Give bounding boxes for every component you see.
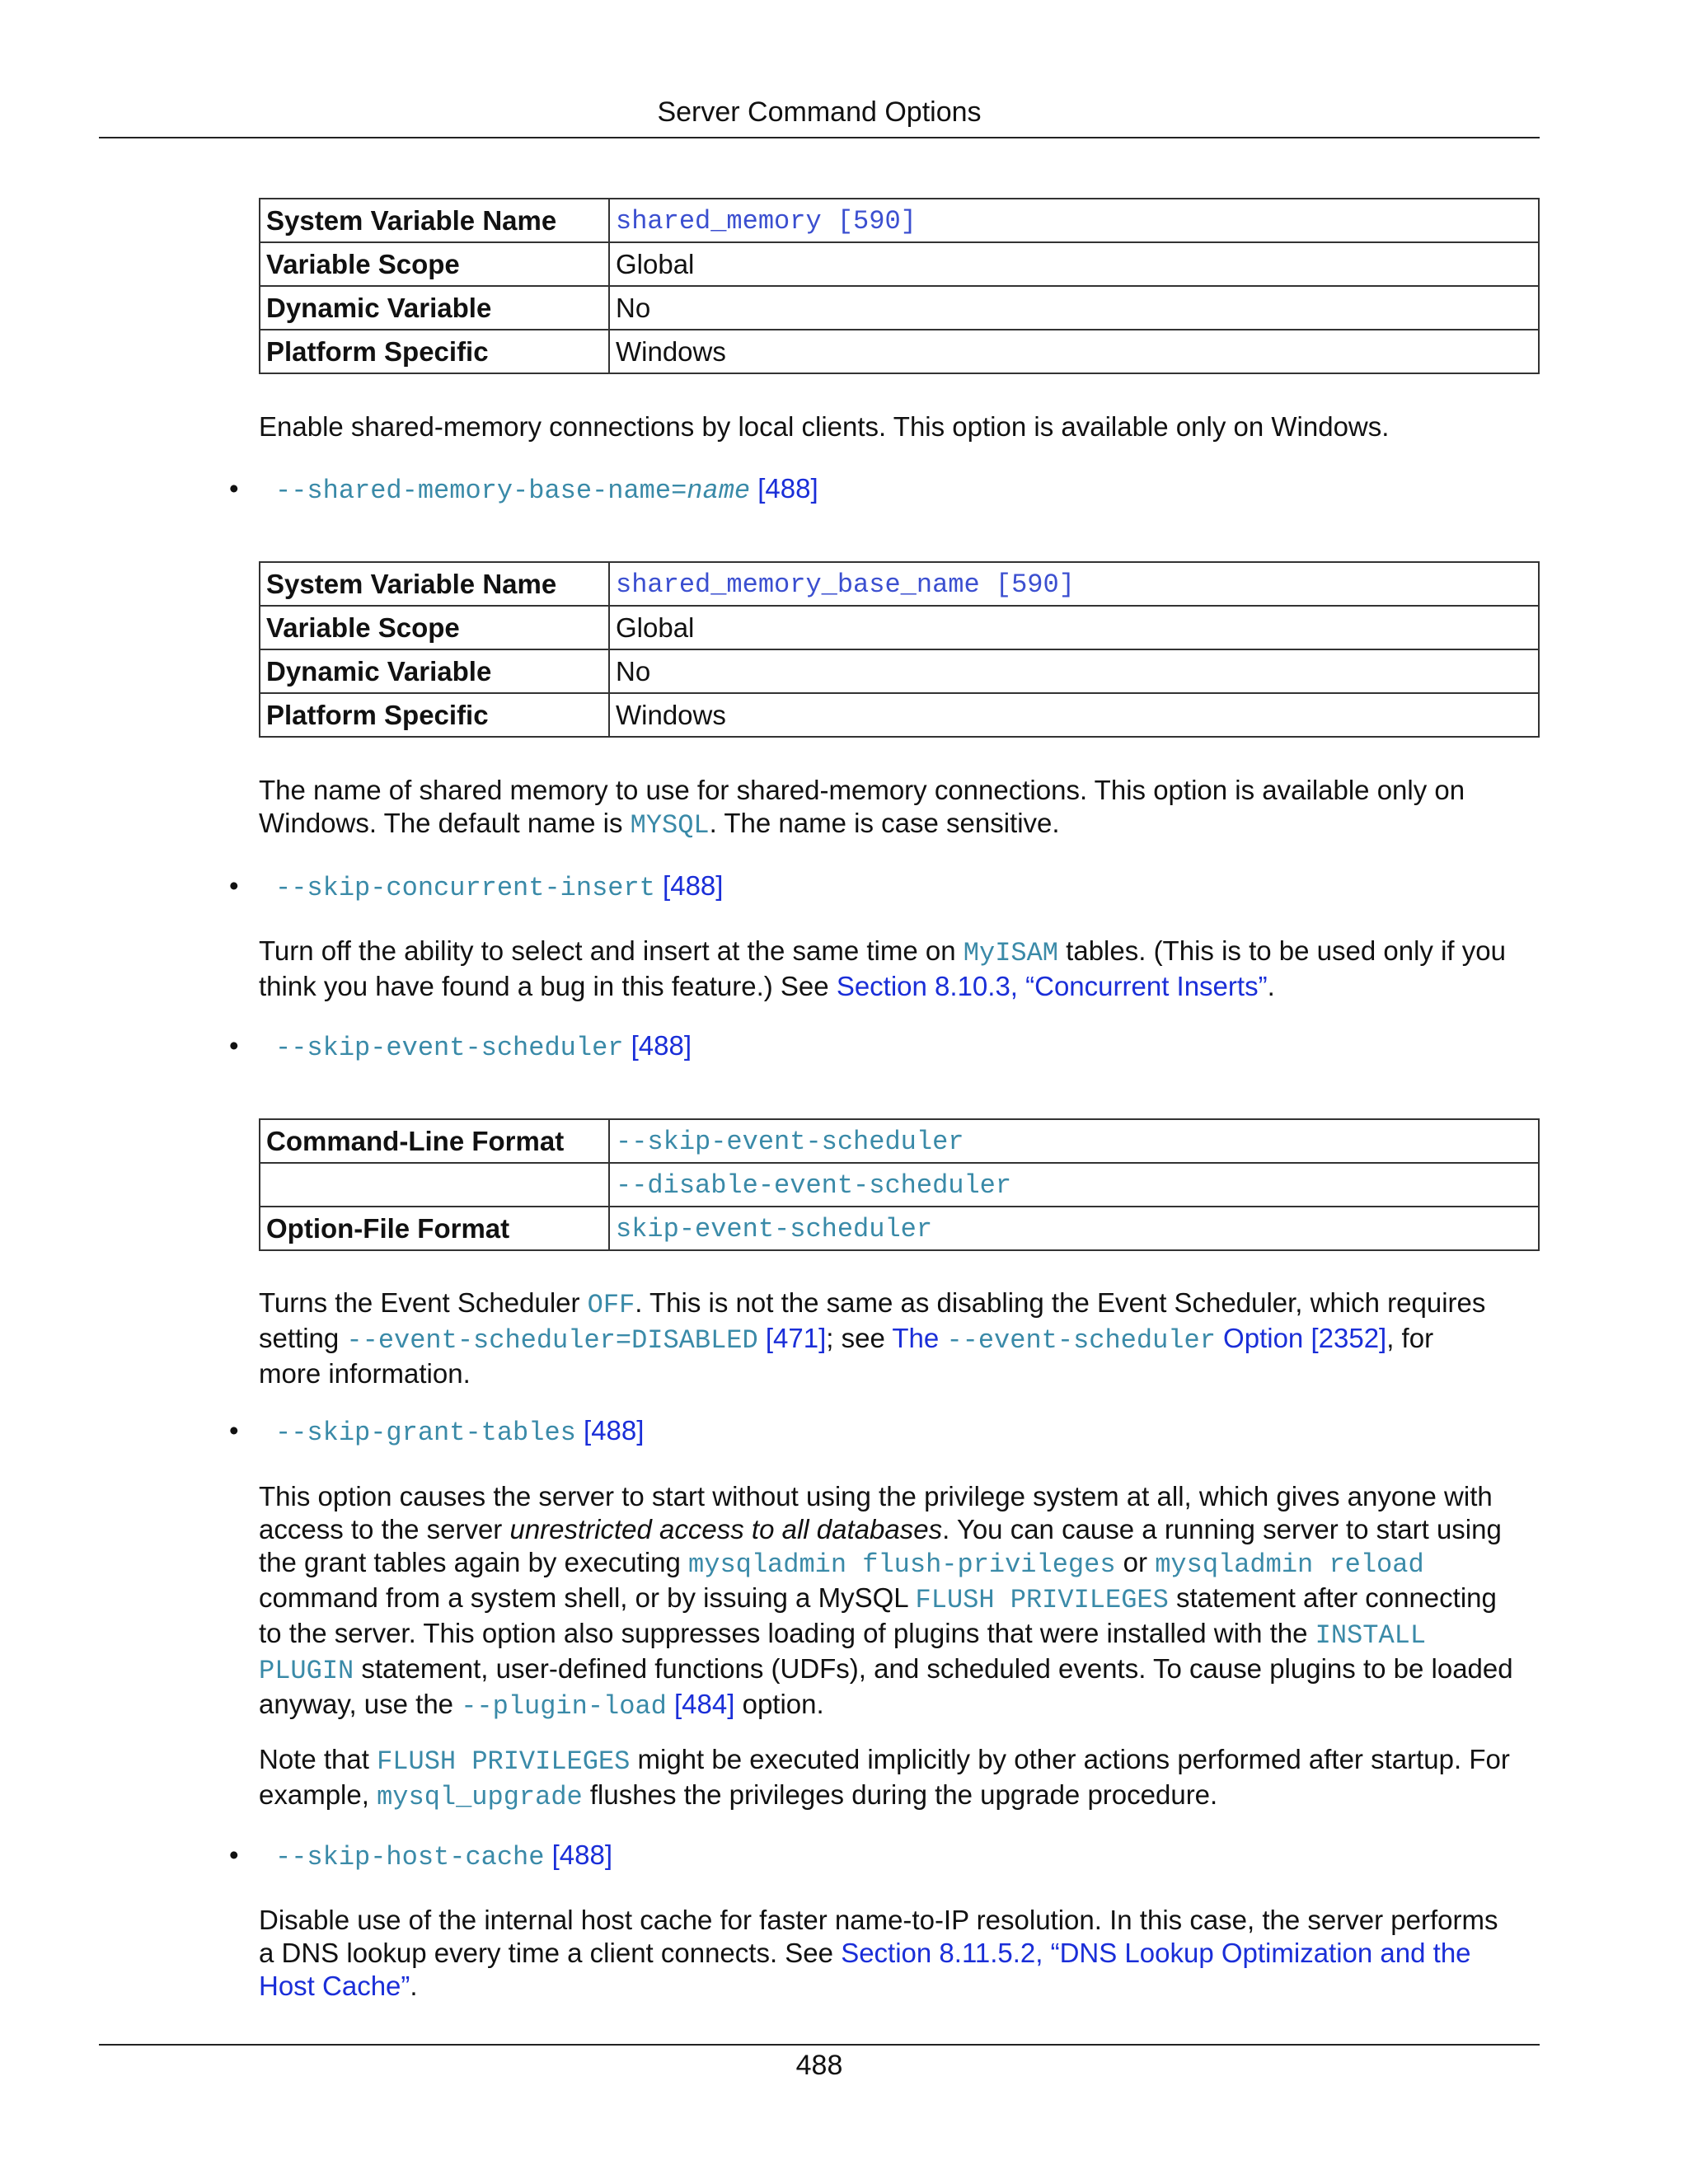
paragraph-text: command from a system shell, or by issuing a MySQL xyxy=(259,1582,916,1613)
option-bullet xyxy=(231,1414,644,1450)
code-text: mysqladmin flush-privileges xyxy=(688,1549,1116,1580)
option-name[interactable]: --plugin-load xyxy=(461,1691,667,1722)
paragraph-text: access to the server xyxy=(259,1514,510,1544)
page-reference-link[interactable]: [484] xyxy=(666,1689,735,1719)
code-text: mysqladmin reload xyxy=(1155,1549,1424,1580)
paragraph-text: example, xyxy=(259,1779,377,1810)
paragraph-text: tables. (This is to be used only if you xyxy=(1058,935,1506,966)
table-value[interactable] xyxy=(609,199,1539,242)
option-bullet xyxy=(231,472,818,508)
bullet-icon: • xyxy=(229,1030,239,1061)
paragraph-text: , for xyxy=(1386,1323,1434,1353)
paragraph-text: option. xyxy=(734,1689,824,1719)
code-text: MYSQL xyxy=(630,810,710,841)
table-row xyxy=(260,286,1539,330)
section-link[interactable]: Host Cache” xyxy=(259,1971,410,2001)
table-row xyxy=(260,242,1539,286)
variable-link[interactable]: shared_memory [590] xyxy=(616,206,917,237)
code-text: skip-event-scheduler xyxy=(616,1214,933,1244)
paragraph-text: more information. xyxy=(259,1358,471,1389)
bullet-icon: • xyxy=(229,473,239,504)
section-link[interactable]: Section 8.11.5.2, “DNS Lookup Optimization and the xyxy=(841,1938,1471,1968)
page-number: 488 xyxy=(795,2050,843,2081)
page-reference-link[interactable]: [2352] xyxy=(1303,1323,1387,1353)
table-row xyxy=(260,330,1539,373)
table-key: System Variable Name xyxy=(260,562,609,606)
footer-rule xyxy=(99,2044,1540,2046)
code-text: PLUGIN xyxy=(259,1656,354,1686)
paragraph xyxy=(259,1286,1545,1390)
page-reference-link[interactable]: [471] xyxy=(757,1323,827,1353)
paragraph-text: Enable shared-memory connections by local clients. This option is available only on Windows. xyxy=(259,411,1390,442)
table-value: Windows xyxy=(609,693,1539,737)
code-text: FLUSH PRIVILEGES xyxy=(915,1585,1169,1615)
paragraph-text: anyway, use the xyxy=(259,1689,462,1719)
paragraph-text: Note that xyxy=(259,1744,377,1774)
paragraph-text: statement after connecting xyxy=(1168,1582,1497,1613)
paragraph-text: . The name is case sensitive. xyxy=(709,808,1060,838)
page-reference-link[interactable]: [488] xyxy=(654,870,724,901)
paragraph-text: The name of shared memory to use for shared-memory connections. This option is available only on xyxy=(259,775,1465,805)
option-bullet xyxy=(231,869,723,905)
paragraph-text: . xyxy=(410,1971,418,2001)
table-key: System Variable Name xyxy=(260,199,609,242)
code-text: INSTALL xyxy=(1315,1620,1427,1651)
paragraph xyxy=(259,1743,1545,1814)
paragraph-text: ; see xyxy=(826,1323,893,1353)
option-name[interactable]: --event-scheduler=DISABLED xyxy=(346,1325,758,1356)
section-link[interactable]: Section 8.10.3, “Concurrent Inserts” xyxy=(836,971,1268,1001)
table-value xyxy=(609,1119,1539,1163)
variable-link[interactable]: shared_memory_base_name [590] xyxy=(616,569,1075,600)
table-row xyxy=(260,562,1539,606)
paragraph xyxy=(259,1480,1545,1723)
header-rule xyxy=(99,137,1540,138)
table-row xyxy=(260,1207,1539,1250)
table-row xyxy=(260,693,1539,737)
table-value: Global xyxy=(609,606,1539,649)
table-key: Command-Line Format xyxy=(260,1119,609,1163)
bullet-icon: • xyxy=(229,1415,239,1446)
paragraph-text: . You can cause a running server to start using xyxy=(942,1514,1502,1544)
table-value xyxy=(609,1207,1539,1250)
code-text: OFF xyxy=(587,1290,635,1320)
paragraph xyxy=(259,1904,1545,2003)
table-key: Variable Scope xyxy=(260,606,609,649)
page-reference-link[interactable]: [488] xyxy=(750,473,818,504)
paragraph-text: Turns the Event Scheduler xyxy=(259,1287,588,1318)
table-value: No xyxy=(609,286,1539,330)
page-reference-link[interactable]: [488] xyxy=(544,1840,613,1870)
option-name[interactable]: --shared-memory-base-name= xyxy=(275,476,687,506)
table-key: Dynamic Variable xyxy=(260,649,609,693)
paragraph-text: setting xyxy=(259,1323,347,1353)
table-value: Global xyxy=(609,242,1539,286)
skip-event-scheduler-table xyxy=(259,1118,1540,1251)
bullet-icon: • xyxy=(229,870,239,901)
table-value: No xyxy=(609,649,1539,693)
option-bullet xyxy=(231,1839,612,1874)
section-link[interactable]: Option xyxy=(1215,1323,1304,1353)
paragraph-text: statement, user-defined functions (UDFs), and scheduled events. To cause plugins to be loaded xyxy=(354,1653,1513,1684)
table-row xyxy=(260,606,1539,649)
paragraph-text: Windows. The default name is xyxy=(259,808,631,838)
code-text: --skip-event-scheduler xyxy=(616,1127,964,1157)
option-name[interactable]: --skip-grant-tables xyxy=(275,1418,576,1448)
paragraph-text: . This is not the same as disabling the Event Scheduler, which requires xyxy=(635,1287,1486,1318)
paragraph-text: a DNS lookup every time a client connects. See xyxy=(259,1938,842,1968)
page-reference-link[interactable]: [488] xyxy=(575,1415,645,1446)
paragraph xyxy=(259,774,1545,842)
paragraph-text: This option causes the server to start without using the privilege system at all, which gives anyone with xyxy=(259,1481,1493,1511)
paragraph-text: Turn off the ability to select and insert at the same time on xyxy=(259,935,964,966)
table-key: Platform Specific xyxy=(260,693,609,737)
paragraph xyxy=(259,410,1545,443)
code-text: mysql_upgrade xyxy=(377,1782,583,1812)
table-key: Variable Scope xyxy=(260,242,609,286)
table-value: Windows xyxy=(609,330,1539,373)
emphasis-text: unrestricted access to all databases xyxy=(509,1514,943,1544)
table-row xyxy=(260,1119,1539,1163)
code-text: MyISAM xyxy=(963,938,1058,968)
table-key: Option-File Format xyxy=(260,1207,609,1250)
paragraph-text: might be executed implicitly by other actions performed after startup. For xyxy=(630,1744,1510,1774)
paragraph-text: flushes the privileges during the upgrade procedure. xyxy=(582,1779,1218,1810)
code-text: FLUSH PRIVILEGES xyxy=(377,1746,631,1777)
paragraph-text: Disable use of the internal host cache for faster name-to-IP resolution. In this case, the server performs xyxy=(259,1905,1498,1935)
paragraph-text: . xyxy=(1267,971,1275,1001)
code-text[interactable]: --event-scheduler xyxy=(946,1325,1216,1356)
shared-memory-base-name-table xyxy=(259,561,1540,738)
table-value[interactable] xyxy=(609,562,1539,606)
page-reference-link[interactable]: [488] xyxy=(623,1030,692,1061)
paragraph xyxy=(259,935,1545,1003)
paragraph-text: the grant tables again by executing xyxy=(259,1547,689,1577)
paragraph-text: to the server. This option also suppresses loading of plugins that were installed with the xyxy=(259,1618,1315,1648)
option-argument[interactable]: name xyxy=(687,476,751,506)
table-row xyxy=(260,199,1539,242)
paragraph-text: or xyxy=(1115,1547,1156,1577)
table-key: Dynamic Variable xyxy=(260,286,609,330)
section-link[interactable]: The xyxy=(892,1323,947,1353)
option-name[interactable]: --skip-host-cache xyxy=(275,1842,545,1872)
option-name[interactable]: --skip-event-scheduler xyxy=(275,1033,624,1063)
shared-memory-table xyxy=(259,198,1540,374)
code-text: --disable-event-scheduler xyxy=(616,1170,1012,1201)
table-key xyxy=(260,1163,609,1207)
table-value xyxy=(609,1163,1539,1207)
page-header-title: Server Command Options xyxy=(657,96,982,128)
table-row xyxy=(260,649,1539,693)
table-row xyxy=(260,1163,1539,1207)
bullet-icon: • xyxy=(229,1840,239,1870)
option-bullet xyxy=(231,1029,692,1065)
paragraph-text: think you have found a bug in this feature.) See xyxy=(259,971,837,1001)
table-key: Platform Specific xyxy=(260,330,609,373)
option-name[interactable]: --skip-concurrent-insert xyxy=(275,873,655,903)
